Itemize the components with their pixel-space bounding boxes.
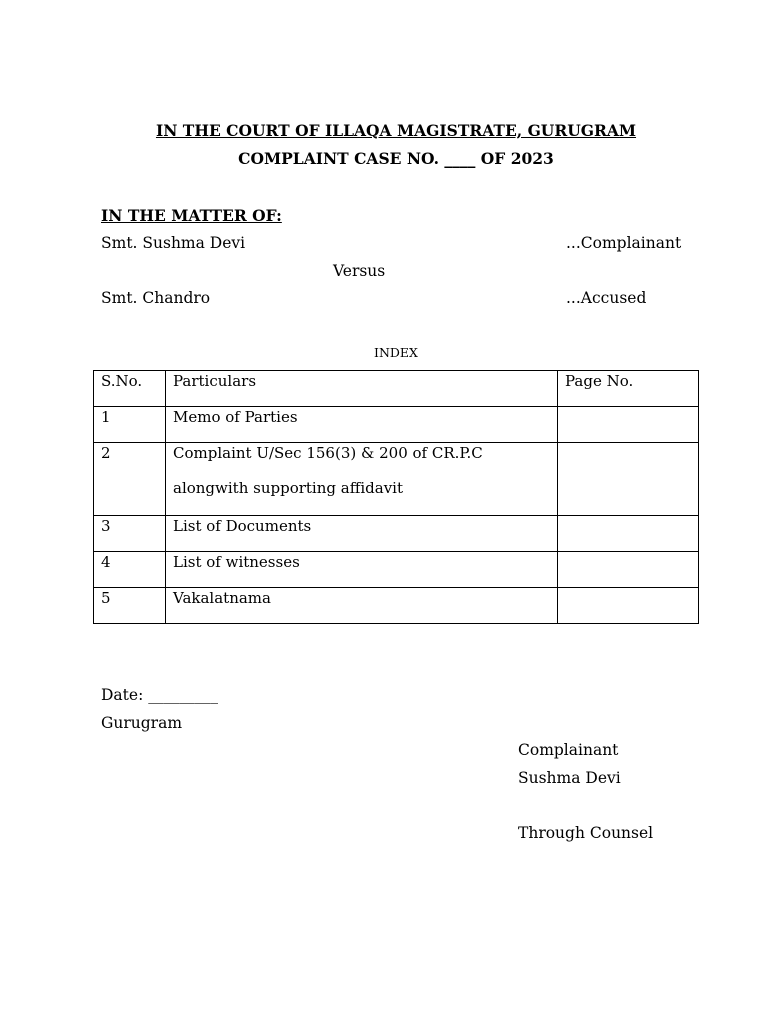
row-page-no: [558, 552, 699, 588]
case-number: COMPLAINT CASE NO. ____ OF 2023: [238, 149, 554, 168]
row-particulars-line1: Complaint U/Sec 156(3) & 200 of CR.P.C: [173, 444, 483, 462]
header-page-no: Page No.: [558, 371, 699, 407]
row-page-no: [558, 407, 699, 443]
row-page-no: [558, 588, 699, 624]
table-header-row: [94, 371, 699, 407]
row-sno: 3: [94, 516, 166, 552]
matter-heading: IN THE MATTER OF:: [101, 206, 282, 225]
index-title: INDEX: [374, 345, 418, 360]
court-heading: IN THE COURT OF ILLAQA MAGISTRATE, GURUGRAM: [155, 121, 637, 140]
accused-name: Smt. Chandro: [101, 289, 211, 307]
row-page-no: [558, 516, 699, 552]
row-particulars: Memo of Parties: [166, 407, 558, 443]
row-particulars: Vakalatnama: [166, 588, 558, 624]
through-counsel: Through Counsel: [518, 824, 654, 842]
row-particulars: List of witnesses: [166, 552, 558, 588]
row-particulars: List of Documents: [166, 516, 558, 552]
header-particulars: Particulars: [166, 371, 558, 407]
header-sno: S.No.: [94, 371, 166, 407]
table-row: [94, 407, 699, 443]
table-row: [94, 443, 699, 516]
place-label: Gurugram: [101, 714, 183, 732]
signatory-name: Sushma Devi: [518, 769, 621, 787]
row-sno: 5: [94, 588, 166, 624]
table-row: [94, 516, 699, 552]
row-sno: 1: [94, 407, 166, 443]
row-page-no: [558, 443, 699, 516]
table-row: [94, 552, 699, 588]
date-line: Date: _________: [101, 686, 218, 704]
row-particulars-line2: alongwith supporting affidavit: [173, 479, 403, 497]
row-particulars-multiline: [166, 443, 558, 516]
versus-label: Versus: [333, 262, 386, 280]
accused-role: ...Accused: [566, 289, 647, 307]
complainant-name: Smt. Sushma Devi: [101, 234, 246, 252]
complainant-role: ...Complainant: [566, 234, 682, 252]
row-sno: 4: [94, 552, 166, 588]
signatory-label: Complainant: [518, 741, 619, 759]
index-table: [93, 370, 699, 624]
table-row: [94, 588, 699, 624]
row-sno: 2: [94, 443, 166, 516]
